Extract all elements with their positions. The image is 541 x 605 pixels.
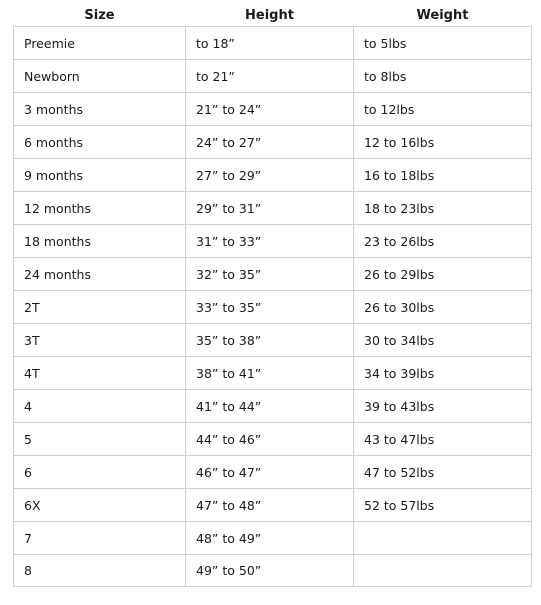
cell-size: 24 months — [14, 258, 186, 291]
cell-height: 46” to 47” — [186, 456, 354, 489]
cell-weight — [354, 522, 532, 555]
table-row — [14, 126, 532, 159]
cell-size: 6 months — [14, 126, 186, 159]
cell-size: 18 months — [14, 225, 186, 258]
cell-size: 4T — [14, 357, 186, 390]
cell-size: 9 months — [14, 159, 186, 192]
cell-height: 48” to 49” — [186, 522, 354, 555]
header-row — [14, 4, 532, 27]
cell-size: 3 months — [14, 93, 186, 126]
table-row — [14, 324, 532, 357]
table-header — [14, 4, 532, 27]
cell-weight: to 8lbs — [354, 60, 532, 93]
cell-height: 33” to 35” — [186, 291, 354, 324]
cell-size: 6 — [14, 456, 186, 489]
cell-size: 5 — [14, 423, 186, 456]
cell-weight: 52 to 57lbs — [354, 489, 532, 522]
cell-weight: 16 to 18lbs — [354, 159, 532, 192]
cell-weight: 23 to 26lbs — [354, 225, 532, 258]
table-body — [14, 27, 532, 587]
cell-weight — [354, 555, 532, 587]
cell-height: 32” to 35” — [186, 258, 354, 291]
cell-weight: 47 to 52lbs — [354, 456, 532, 489]
cell-height: 44” to 46” — [186, 423, 354, 456]
table-row — [14, 27, 532, 60]
table-row — [14, 357, 532, 390]
table-row — [14, 390, 532, 423]
cell-height: 21” to 24” — [186, 93, 354, 126]
cell-size: 8 — [14, 555, 186, 587]
cell-height: 29” to 31” — [186, 192, 354, 225]
cell-weight: to 12lbs — [354, 93, 532, 126]
cell-height: 31” to 33” — [186, 225, 354, 258]
header-size: Size — [84, 7, 115, 23]
cell-height: 47” to 48” — [186, 489, 354, 522]
cell-size: 7 — [14, 522, 186, 555]
cell-size: Newborn — [14, 60, 186, 93]
cell-size: 3T — [14, 324, 186, 357]
cell-height: 49” to 50” — [186, 555, 354, 587]
table-row — [14, 423, 532, 456]
size-chart-table — [13, 4, 532, 587]
table-row — [14, 489, 532, 522]
cell-weight: 39 to 43lbs — [354, 390, 532, 423]
cell-size: 6X — [14, 489, 186, 522]
table-row — [14, 159, 532, 192]
header-weight: Weight — [416, 7, 469, 23]
cell-weight: to 5lbs — [354, 27, 532, 60]
table-row — [14, 225, 532, 258]
table-row — [14, 291, 532, 324]
cell-size: 2T — [14, 291, 186, 324]
cell-height: 27” to 29” — [186, 159, 354, 192]
cell-size: Preemie — [14, 27, 186, 60]
cell-height: to 21” — [186, 60, 354, 93]
cell-weight: 43 to 47lbs — [354, 423, 532, 456]
cell-weight: 12 to 16lbs — [354, 126, 532, 159]
cell-height: to 18” — [186, 27, 354, 60]
cell-height: 35” to 38” — [186, 324, 354, 357]
table-row — [14, 93, 532, 126]
cell-size: 12 months — [14, 192, 186, 225]
cell-height: 41” to 44” — [186, 390, 354, 423]
header-height: Height — [245, 7, 294, 23]
cell-weight: 18 to 23lbs — [354, 192, 532, 225]
table-row — [14, 555, 532, 587]
cell-weight: 30 to 34lbs — [354, 324, 532, 357]
cell-weight: 26 to 29lbs — [354, 258, 532, 291]
table-row — [14, 456, 532, 489]
cell-height: 38” to 41” — [186, 357, 354, 390]
cell-weight: 26 to 30lbs — [354, 291, 532, 324]
table-row — [14, 258, 532, 291]
cell-weight: 34 to 39lbs — [354, 357, 532, 390]
table-row — [14, 60, 532, 93]
cell-height: 24” to 27” — [186, 126, 354, 159]
table-row — [14, 522, 532, 555]
cell-size: 4 — [14, 390, 186, 423]
table-row — [14, 192, 532, 225]
